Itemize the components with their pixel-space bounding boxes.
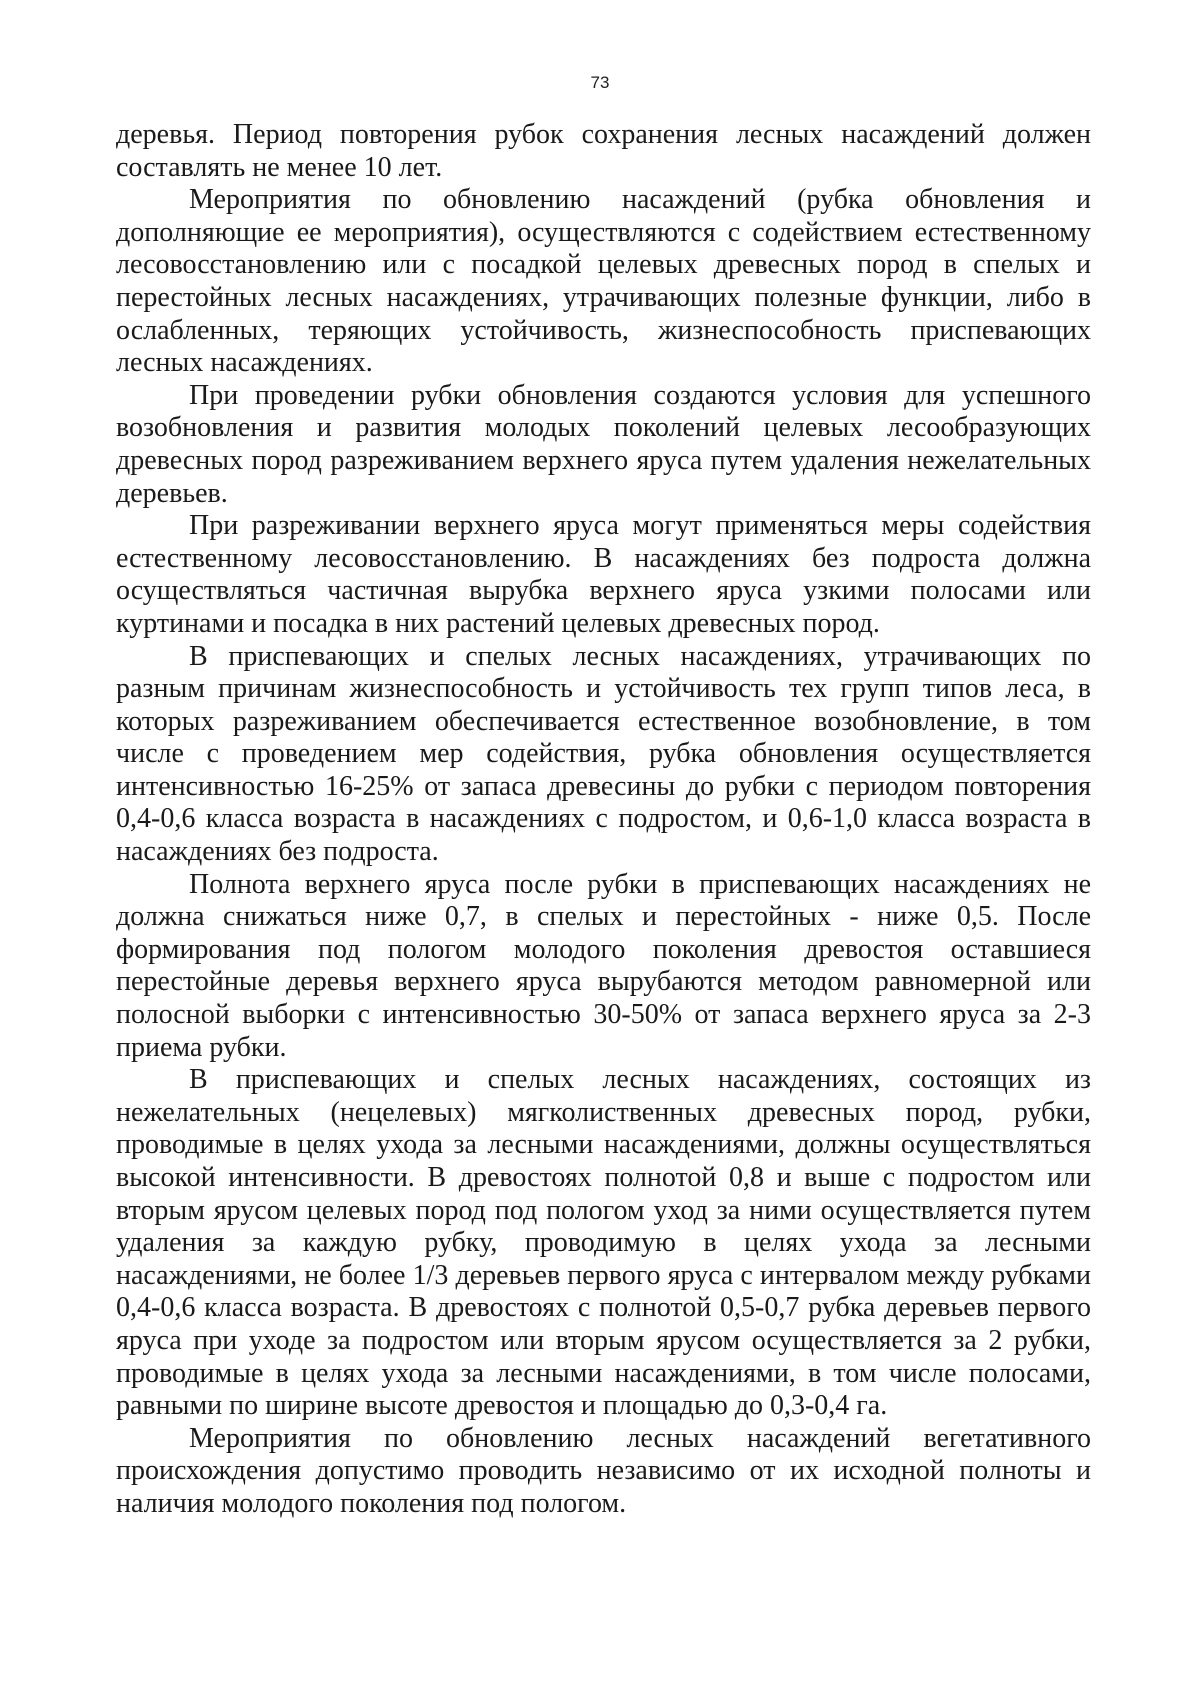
paragraph-3: При проведении рубки обновления создаются условия для успешного возобновления и развития молодых поколений целевых лесообразующих древесных пород разреживанием верхнего яруса путем удаления нежелательных деревьев.: [116, 379, 1091, 509]
paragraph-8: Мероприятия по обновлению лесных насаждений вегетативного происхождения допустимо проводить независимо от их исходной полноты и наличия молодого поколения под пологом.: [116, 1422, 1091, 1519]
paragraph-7: В приспевающих и спелых лесных насаждениях, состоящих из нежелательных (нецелевых) мягколиственных древесных пород, рубки, проводимые в целях ухода за лесными насаждениями, должны осуществляться высокой интенсивности. В древостоях полнотой 0,8 и выше с подростом или вторым ярусом целевых пород под пологом уход за ними осуществляется путем удаления за каждую рубку, проводимую в целях ухода за лесными насаждениями, не более 1/3 деревьев первого яруса с интервалом между рубками 0,4-0,6 класса возраста. В древостоях с полнотой 0,5-0,7 рубка деревьев первого яруса при уходе за подростом или вторым ярусом осуществляется за 2 рубки, проводимые в целях ухода за лесными насаждениями, в том числе полосами, равными по ширине высоте древостоя и площадью до 0,3-0,4 га.: [116, 1064, 1091, 1422]
paragraph-4: При разреживании верхнего яруса могут применяться меры содействия естественному лесовосстановлению. В насаждениях без подроста должна осуществляться частичная вырубка верхнего яруса узкими полосами или куртинами и посадка в них растений целевых древесных пород.: [116, 510, 1091, 639]
body-text: [116, 119, 1091, 1521]
paragraph-5: В приспевающих и спелых лесных насаждениях, утрачивающих по разным причинам жизнеспособность и устойчивость тех групп типов леса, в которых разреживанием обеспечивается естественное возобновление, в том числе с проведением мер содействия, рубка обновления осуществляется интенсивностью 16-25% от запаса древесины до рубки с периодом повторения 0,4-0,6 класса возраста в насаждениях с подростом, и 0,6-1,0 класса возраста в насаждениях без подроста.: [116, 640, 1091, 868]
page-number: 73: [590, 73, 610, 92]
paragraph-2: Мероприятия по обновлению насаждений (рубка обновления и дополняющие ее мероприятия), осуществляются с содействием естественному лесовосстановлению или с посадкой целевых древесных пород в спелых и перестойных лесных насаждениях, утрачивающих полезные функции, либо в ослабленных, теряющих устойчивость, жизнеспособность приспевающих лесных насаждениях.: [116, 184, 1091, 379]
paragraph-6: Полнота верхнего яруса после рубки в приспевающих насаждениях не должна снижаться ниже 0,7, в спелых и перестойных - ниже 0,5. После формирования под пологом молодого поколения древостоя оставшиеся перестойные деревья верхнего яруса вырубаются методом равномерной или полосной выборки с интенсивностью 30-50% от запаса верхнего яруса за 2-3 приема рубки.: [116, 868, 1091, 1063]
paragraph-1: деревья. Период повторения рубок сохранения лесных насаждений должен составлять не менее 10 лет.: [116, 119, 1091, 183]
